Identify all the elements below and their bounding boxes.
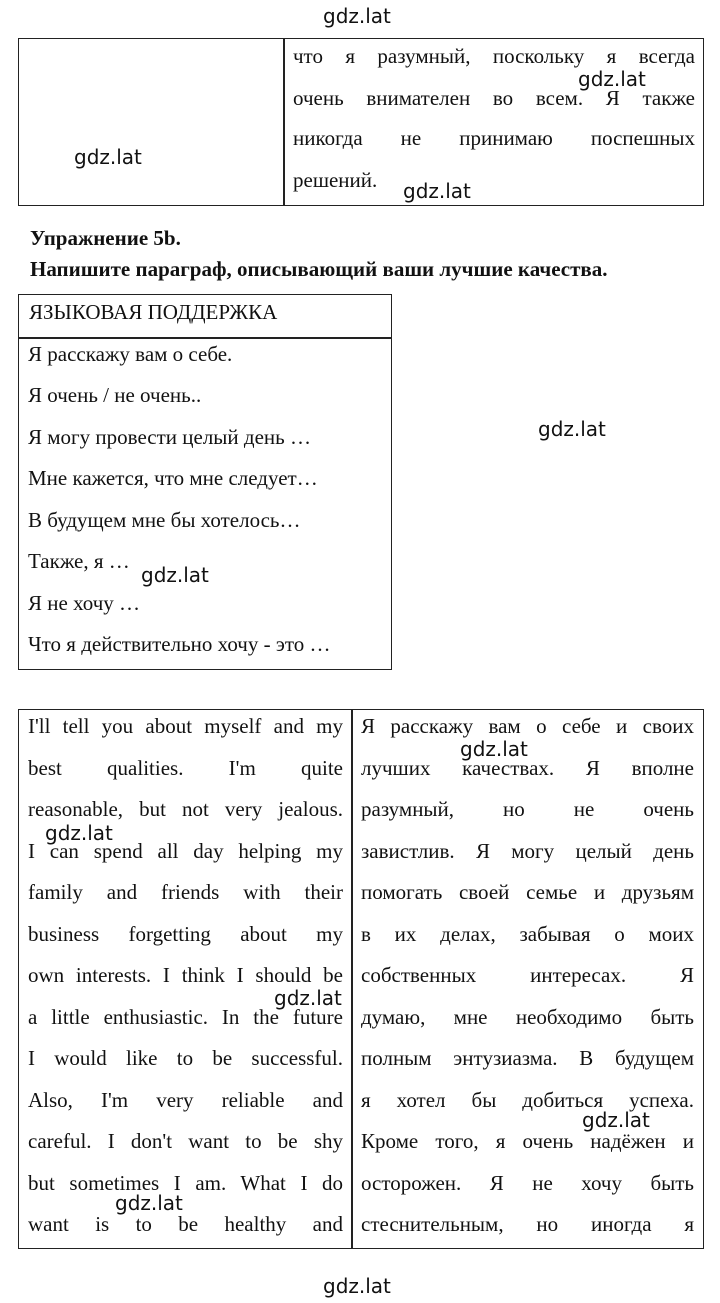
russian-line: Я расскажу вам о себе и своих [361,714,694,738]
english-line: Also, I'm very reliable and [28,1087,343,1112]
english-line: I would like to be successful. [28,1046,343,1070]
english-line: business forgetting about my [28,921,343,946]
language-support-item: Также, я … [28,549,130,573]
russian-line: осторожен. Я не хочу быть [361,1170,694,1195]
language-support-header-divider [18,337,392,339]
russian-line: я хотел бы добиться успеха. [361,1087,694,1112]
russian-line: помогать своей семье и друзьям [361,880,694,904]
language-support-item: Я очень / не очень.. [28,383,202,407]
watermark: gdz.lat [403,179,471,203]
russian-line: лучших качествах. Я вполне [361,755,694,780]
watermark: gdz.lat [460,737,528,761]
russian-line: стеснительным, но иногда я [361,1212,694,1236]
watermark: gdz.lat [45,821,113,845]
watermark: gdz.lat [582,1108,650,1132]
english-line: but sometimes I am. What I do [28,1170,343,1195]
watermark: gdz.lat [74,145,142,169]
russian-line: в их делах, забывая о моих [361,921,694,946]
russian-line: собственных интересах. Я [361,963,694,987]
english-line: best qualities. I'm quite [28,755,343,780]
english-line: careful. I don't want to be shy [28,1129,343,1153]
language-support-item: Мне кажется, что мне следует… [28,466,318,490]
language-support-header: ЯЗЫКОВАЯ ПОДДЕРЖКА [29,300,278,324]
english-line: family and friends with their [28,880,343,904]
english-line: I'll tell you about myself and my [28,714,343,738]
watermark: gdz.lat [274,986,342,1010]
language-support-item: Я расскажу вам о себе. [28,342,233,366]
top-table-line: что я разумный, поскольку я всегда [293,44,695,68]
top-table-divider [283,38,285,206]
answer-table-divider [351,709,353,1249]
watermark: gdz.lat [578,67,646,91]
watermark: gdz.lat [538,417,606,441]
watermark: gdz.lat [115,1191,183,1215]
exercise-title: Упражнение 5b. [30,226,181,250]
top-table-line: решений. [293,168,378,192]
russian-line: полным энтузиазма. В будущем [361,1046,694,1070]
english-line: I can spend all day helping my [28,838,343,863]
english-line: want is to be healthy and [28,1212,343,1236]
english-line: a little enthusiastic. In the future [28,1004,343,1029]
language-support-item: Что я действительно хочу - это … [28,632,331,656]
language-support-item: Я могу провести целый день … [28,425,311,449]
russian-line: Кроме того, я очень надёжен и [361,1129,694,1153]
language-support-item: В будущем мне бы хотелось… [28,508,301,532]
english-line: reasonable, but not very jealous. [28,797,343,821]
watermark: gdz.lat [141,563,209,587]
watermark: gdz.lat [323,4,391,28]
top-table-line: никогда не принимаю поспешных [293,126,695,150]
language-support-item: Я не хочу … [28,591,141,615]
russian-line: разумный, но не очень [361,797,694,821]
watermark: gdz.lat [323,1274,391,1298]
top-table-line: очень внимателен во всем. Я также [293,86,695,110]
exercise-instruction: Напишите параграф, описывающий ваши лучшие качества. [30,257,608,281]
russian-line: думаю, мне необходимо быть [361,1004,694,1029]
english-line: own interests. I think I should be [28,963,343,987]
russian-line: завистлив. Я могу целый день [361,838,694,863]
